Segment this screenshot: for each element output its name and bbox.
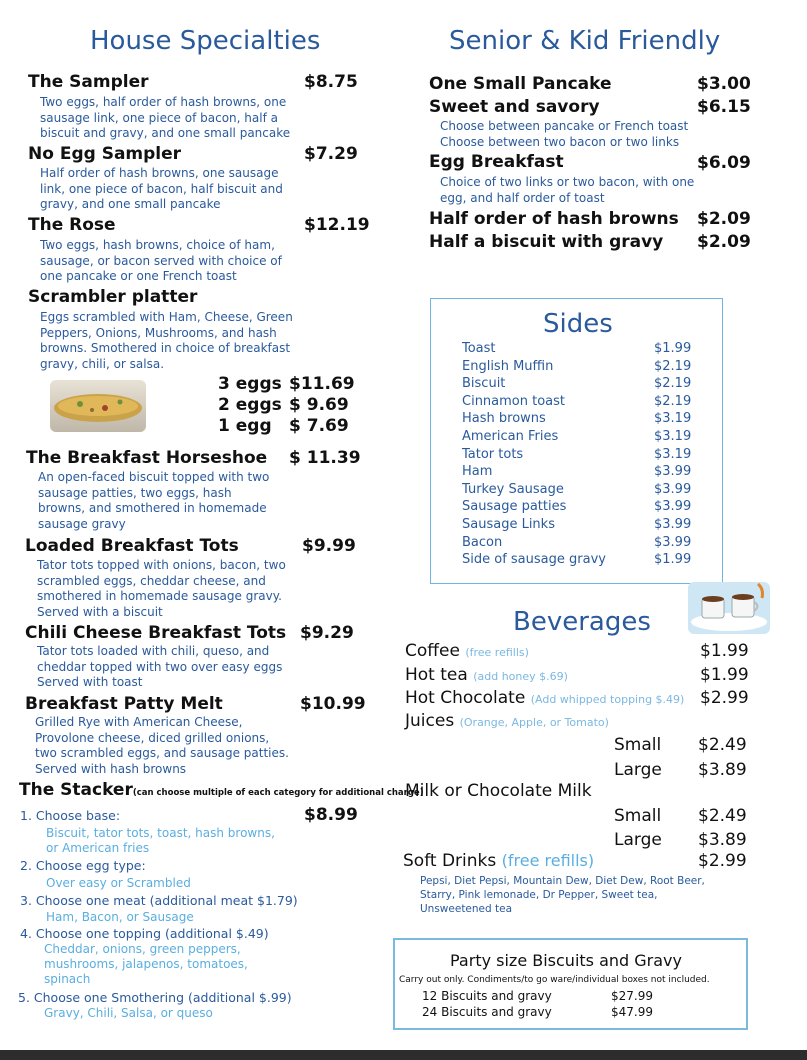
scrambler-name: Scrambler platter	[28, 287, 198, 307]
hot-chocolate-name: Hot Chocolate	[405, 688, 526, 708]
party-row-24-name: 24 Biscuits and gravy	[422, 1005, 552, 1019]
patty-melt-price: $10.99	[300, 694, 366, 714]
egg-breakfast-name: Egg Breakfast	[429, 152, 564, 172]
patty-melt-name: Breakfast Patty Melt	[25, 694, 223, 714]
egg-breakfast-price: $6.09	[697, 153, 751, 173]
party-size-box	[393, 938, 748, 1030]
party-title: Party size Biscuits and Gravy	[450, 951, 682, 970]
party-row-24-price: $47.99	[611, 1005, 653, 1019]
sweet-savory-desc-1: Choose between pancake or French toast	[440, 119, 689, 133]
soft-drinks-price: $2.99	[698, 851, 747, 871]
party-row-12-price: $27.99	[611, 989, 653, 1003]
side-item-name: American Fries	[462, 429, 559, 444]
stacker-price: $8.99	[304, 805, 358, 825]
side-item-price: $1.99	[654, 552, 692, 568]
hot-tea-note: (add honey $.69)	[473, 670, 568, 683]
scrambler-size-3-label: 3 eggs	[218, 374, 282, 394]
stacker-step-1: 1. Choose base:	[20, 808, 121, 823]
small-pancake-price: $3.00	[697, 74, 751, 94]
soft-drinks-row	[403, 851, 594, 871]
half-hash-name: Half order of hash browns	[429, 209, 679, 229]
side-item-name: Turkey Sausage	[462, 481, 564, 497]
party-row-12-name: 12 Biscuits and gravy	[422, 989, 552, 1003]
side-item-price: $3.19	[654, 411, 692, 427]
scrambler-desc: Eggs scrambled with Ham, Cheese, Green Peppers, Onions, Mushrooms, and hash browns. Smothered in choice of breakfast gravy, chili, or salsa.	[40, 310, 293, 371]
soft-drinks-name: Soft Drinks	[403, 851, 497, 871]
hot-chocolate-price: $2.99	[700, 688, 749, 708]
horseshoe-desc: An open-faced biscuit topped with two sausage patties, two eggs, hash browns, and smothered in homemade sausage gravy	[38, 470, 270, 531]
stacker-step-5-options: Gravy, Chili, Salsa, or queso	[44, 1006, 213, 1020]
no-egg-sampler-name: No Egg Sampler	[28, 144, 182, 164]
hot-tea-name: Hot tea	[405, 665, 468, 685]
half-hash-price: $2.09	[697, 209, 751, 229]
sweet-savory-desc-2: Choose between two bacon or two links	[440, 135, 680, 149]
coffee-row	[405, 641, 529, 661]
side-item-price: $3.19	[654, 429, 692, 444]
chili-tots-name: Chili Cheese Breakfast Tots	[25, 623, 287, 643]
side-item-name: Sausage patties	[462, 499, 567, 515]
stacker-heading	[19, 780, 424, 800]
beverages-heading: Beverages	[513, 607, 651, 637]
coffee-name: Coffee	[405, 641, 460, 661]
soft-drinks-note: (free refills)	[501, 851, 595, 870]
stacker-step-5: 5. Choose one Smothering (additional $.99)	[18, 990, 292, 1005]
soft-drinks-list: Pepsi, Diet Pepsi, Mountain Dew, Diet Dew, Root Beer, Starry, Pink lemonade, Dr Pepper, Sweet tea, Unsweetened tea	[420, 875, 705, 915]
stacker-step-4-options: Cheddar, onions, green peppers, mushrooms, jalapenos, tomatoes, spinach	[44, 942, 248, 986]
loaded-tots-desc: Tator tots topped with onions, bacon, two scrambled eggs, cheddar cheese, and smothered in homemade sausage gravy. Served with a biscuit	[37, 558, 286, 619]
hot-chocolate-note: (Add whipped topping $.49)	[530, 693, 685, 706]
horseshoe-price: $ 11.39	[289, 448, 361, 468]
side-item-price: $2.19	[654, 358, 692, 374]
chili-tots-desc: Tator tots loaded with chili, queso, and cheddar topped with two over easy eggs Served with toast	[37, 644, 283, 689]
side-item-price: $3.99	[654, 499, 692, 515]
juices-small-label: Small	[614, 735, 662, 755]
juices-large-price: $3.89	[698, 760, 747, 780]
sides-box	[430, 298, 723, 584]
sampler-desc: Two eggs, half order of hash browns, one sausage link, one piece of bacon, half a biscuit and gravy, and one small pancake	[40, 95, 291, 140]
half-biscuit-price: $2.09	[697, 232, 751, 252]
hot-tea-price: $1.99	[700, 665, 749, 685]
rose-price: $12.19	[304, 215, 370, 235]
coffee-cups-photo	[688, 582, 770, 634]
side-item-price: $2.19	[654, 393, 692, 409]
loaded-tots-price: $9.99	[302, 536, 356, 556]
milk-large-price: $3.89	[698, 830, 747, 850]
side-item-name: Bacon	[462, 534, 503, 550]
side-item-name: Ham	[462, 464, 493, 480]
juices-small-price: $2.49	[698, 735, 747, 755]
side-item-name: Cinnamon toast	[462, 393, 566, 409]
side-item-name: Tator tots	[462, 446, 524, 462]
side-item-name: Hash browns	[462, 411, 546, 427]
stacker-name: The Stacker	[19, 780, 133, 800]
stacker-step-4: 4. Choose one topping (additional $.49)	[20, 926, 269, 941]
stacker-step-2-options: Over easy or Scrambled	[46, 876, 191, 890]
no-egg-sampler-price: $7.29	[304, 144, 358, 164]
side-item-name: Side of sausage gravy	[462, 552, 606, 568]
senior-kid-heading: Senior & Kid Friendly	[449, 26, 721, 56]
party-note: Carry out only. Condiments/to go ware/individual boxes not included.	[399, 975, 710, 985]
hot-chocolate-row	[405, 688, 684, 708]
juices-note: (Orange, Apple, or Tomato)	[459, 716, 609, 729]
chili-tots-price: $9.29	[300, 623, 354, 643]
side-item-price: $3.99	[654, 481, 692, 497]
sweet-savory-name: Sweet and savory	[429, 97, 600, 117]
milk-small-label: Small	[614, 806, 662, 826]
stacker-step-1-options: Biscuit, tator tots, toast, hash browns, or American fries	[46, 826, 275, 855]
bottom-edge-shadow	[0, 1050, 807, 1060]
house-specialties-heading: House Specialties	[90, 26, 321, 56]
scrambler-size-1-label: 1 egg	[218, 416, 272, 436]
sides-heading: Sides	[543, 309, 613, 339]
scrambler-photo	[50, 380, 146, 432]
small-pancake-name: One Small Pancake	[429, 74, 612, 94]
coffee-note: (free refills)	[465, 646, 529, 659]
horseshoe-name: The Breakfast Horseshoe	[26, 448, 268, 468]
juices-large-label: Large	[614, 760, 662, 780]
milk-large-label: Large	[614, 830, 662, 850]
milk-name: Milk or Chocolate Milk	[405, 781, 592, 801]
no-egg-sampler-desc: Half order of hash browns, one sausage link, one piece of bacon, half biscuit and gravy, and one small pancake	[40, 166, 283, 211]
side-item-price: $3.99	[654, 464, 692, 480]
side-item-price: $3.99	[654, 517, 692, 532]
juices-row	[405, 711, 609, 731]
side-item-name: Toast	[462, 341, 496, 356]
milk-small-price: $2.49	[698, 806, 747, 826]
scrambler-size-2-price: $ 9.69	[289, 395, 349, 415]
scrambler-size-2-label: 2 eggs	[218, 395, 282, 415]
rose-name: The Rose	[28, 215, 116, 235]
half-biscuit-name: Half a biscuit with gravy	[429, 232, 664, 252]
side-item-name: Biscuit	[462, 376, 506, 392]
sweet-savory-price: $6.15	[697, 97, 751, 117]
scrambler-size-3-price: $11.69	[289, 374, 355, 394]
side-item-price: $3.99	[654, 534, 692, 550]
coffee-price: $1.99	[700, 641, 749, 661]
scrambler-size-1-price: $ 7.69	[289, 416, 349, 436]
hot-tea-row	[405, 665, 568, 685]
stacker-step-3: 3. Choose one meat (additional meat $1.79)	[20, 893, 298, 908]
patty-melt-desc: Grilled Rye with American Cheese, Provolone cheese, diced grilled onions, two scrambled eggs, and sausage patties. Served with hash browns	[35, 715, 289, 776]
stacker-note: (can choose multiple of each category for additional charge)	[132, 788, 424, 798]
rose-desc: Two eggs, hash browns, choice of ham, sausage, or bacon served with choice of one pancake or one French toast	[40, 238, 282, 283]
side-item-price: $3.19	[654, 446, 692, 462]
side-item-price: $1.99	[654, 341, 692, 356]
stacker-step-3-options: Ham, Bacon, or Sausage	[46, 910, 194, 924]
stacker-step-2: 2. Choose egg type:	[20, 858, 146, 873]
side-item-name: English Muffin	[462, 358, 554, 374]
sampler-price: $8.75	[304, 72, 358, 92]
sampler-name: The Sampler	[28, 72, 149, 92]
egg-breakfast-desc: Choice of two links or two bacon, with one egg, and half order of toast	[440, 175, 695, 205]
side-item-name: Sausage Links	[462, 517, 555, 532]
juices-name: Juices	[405, 711, 455, 731]
side-item-price: $2.19	[654, 376, 692, 392]
loaded-tots-name: Loaded Breakfast Tots	[25, 536, 239, 556]
